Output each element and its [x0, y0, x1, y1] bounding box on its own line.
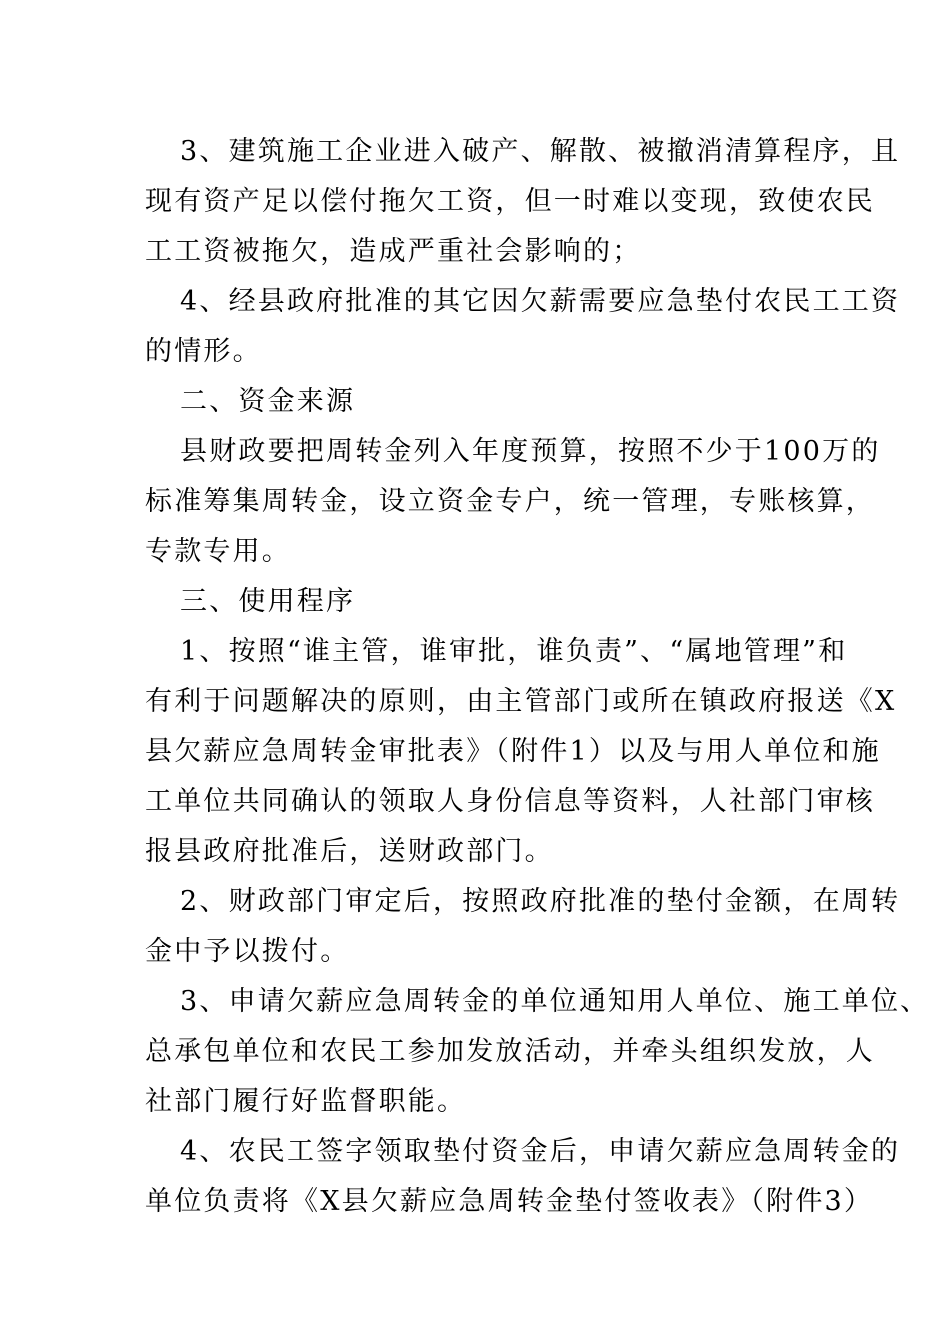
- paragraph-line: 报县政府批准后，送财政部门。: [145, 836, 554, 867]
- paragraph-line: 的情形。: [145, 336, 262, 367]
- paragraph-line: 县财政要把周转金列入年度预算，按照不少于100万的: [180, 436, 881, 467]
- section-heading: 三、使用程序: [180, 586, 356, 617]
- paragraph-line: 社部门履行好监督职能。: [145, 1086, 467, 1117]
- paragraph-line: 3、申请欠薪应急周转金的单位通知用人单位、施工单位、: [180, 986, 930, 1017]
- paragraph-line: 工单位共同确认的领取人身份信息等资料，人社部门审核: [145, 786, 875, 817]
- paragraph-line: 专款专用。: [145, 536, 291, 567]
- paragraph-line: 总承包单位和农民工参加发放活动，并牵头组织发放，人: [145, 1036, 875, 1067]
- paragraph-line: 4、经县政府批准的其它因欠薪需要应急垫付农民工工资: [180, 286, 901, 317]
- section-heading: 二、资金来源: [180, 386, 356, 417]
- paragraph-line: 有利于问题解决的原则，由主管部门或所在镇政府报送《X: [145, 686, 897, 717]
- paragraph-line: 现有资产足以偿付拖欠工资，但一时难以变现，致使农民: [145, 186, 875, 217]
- paragraph-line: 标准筹集周转金，设立资金专户，统一管理，专账核算，: [145, 486, 875, 517]
- paragraph-line: 单位负责将《X县欠薪应急周转金垫付签收表》（附件3）: [145, 1186, 874, 1217]
- paragraph-line: 2、财政部门审定后，按照政府批准的垫付金额，在周转: [180, 886, 901, 917]
- paragraph-line: 4、农民工签字领取垫付资金后，申请欠薪应急周转金的: [180, 1136, 901, 1167]
- paragraph-line: 县欠薪应急周转金审批表》（附件1）以及与用人单位和施: [145, 736, 881, 767]
- paragraph-line: 3、建筑施工企业进入破产、解散、被撤消清算程序，且: [180, 136, 901, 167]
- paragraph-line: 工工资被拖欠，造成严重社会影响的；: [145, 236, 642, 267]
- paragraph-line: 金中予以拨付。: [145, 936, 350, 967]
- paragraph-line: 1、按照“谁主管，谁审批，谁负责”、“属地管理”和: [180, 636, 848, 667]
